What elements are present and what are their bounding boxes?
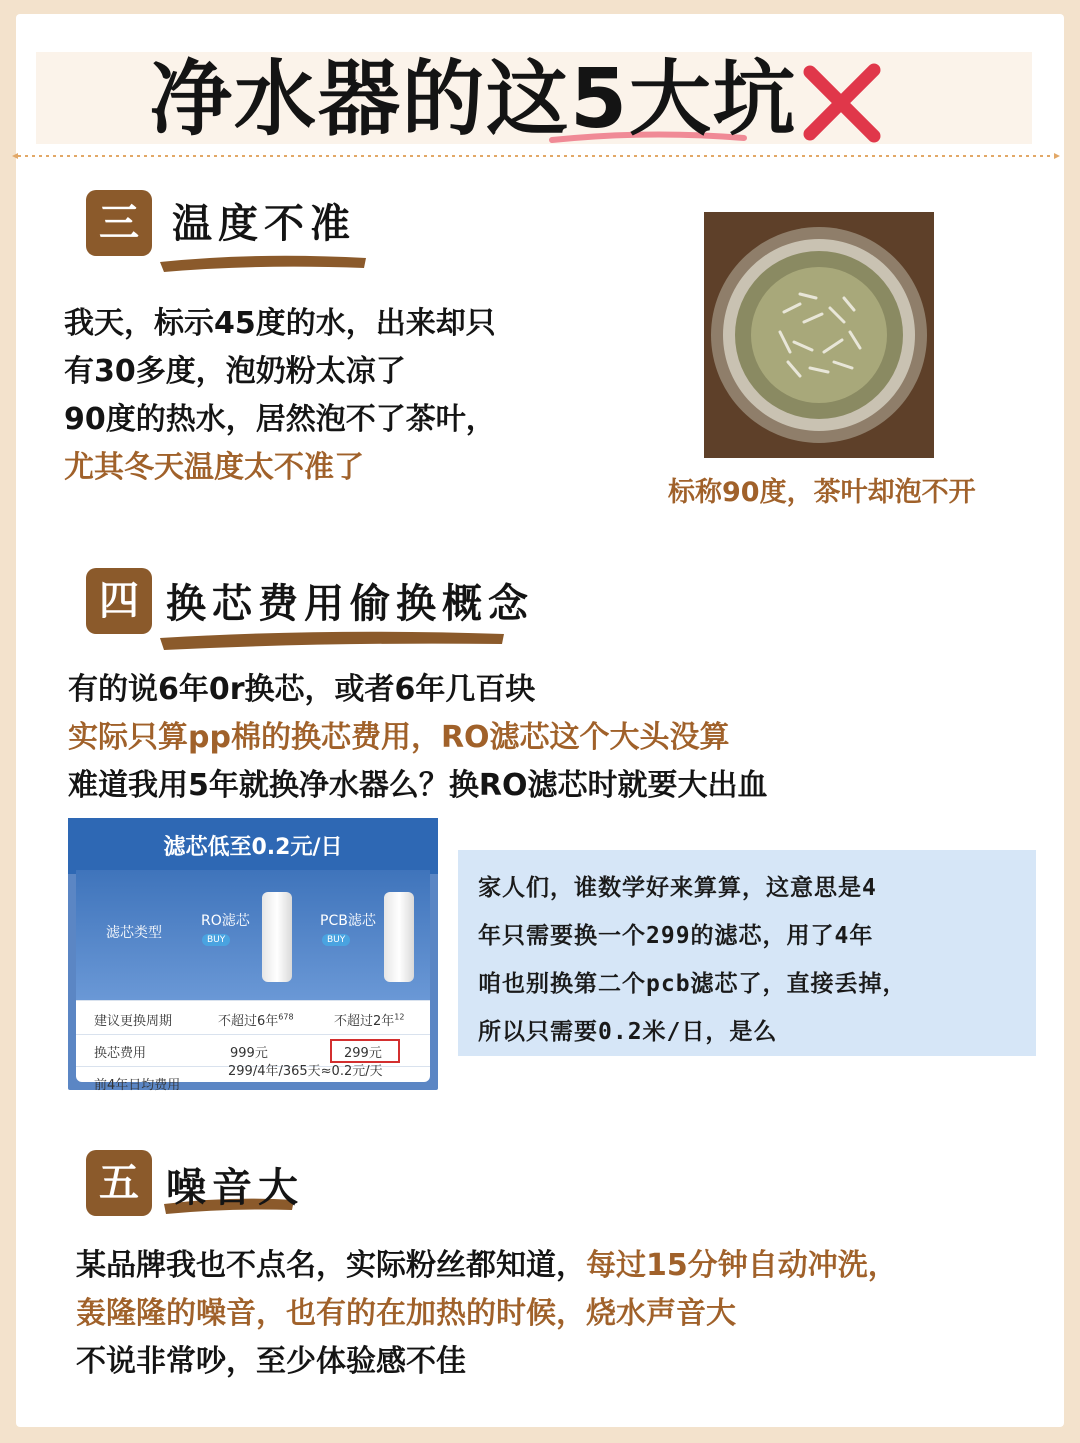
page-title: 净水器的这5大坑 [150, 52, 798, 147]
comment-note-text [478, 864, 1026, 1056]
table-divider [76, 1000, 430, 1001]
note-line: 年只需要换一个299的滤芯，用了4年 [478, 923, 874, 949]
table-header: 滤芯低至0.2元/日 [68, 818, 438, 874]
section-text-line: 我天，标示45度的水，出来却只 [64, 306, 496, 341]
table-cell: 换芯费用 [94, 1046, 147, 1061]
section-number-badge: 四 [86, 568, 152, 634]
section-heading: 温度不准 [172, 201, 356, 247]
table-cell: 999元 [230, 1046, 268, 1061]
buy-badge: BUY [202, 934, 230, 946]
table-cell: 不超过2年$^{12}$ [334, 1012, 405, 1029]
section-text-highlight: 每过15分钟自动冲洗， [586, 1248, 898, 1283]
filter-cost-table-image [68, 818, 438, 1093]
buy-badge: BUY [322, 934, 350, 946]
section-text-line-highlight: 轰隆隆的噪音，也有的在加热的时候，烧水声音大 [76, 1296, 736, 1331]
section-text-line: 有的说6年0r换芯，或者6年几百块 [68, 672, 536, 707]
table-cell: 前4年日均费用 [94, 1078, 181, 1093]
table-col-ro: RO滤芯 [201, 913, 250, 929]
pcb-filter-image [384, 892, 414, 982]
table-divider [76, 1034, 430, 1035]
section-text-line: 不说非常吵，至少体验感不佳 [76, 1344, 466, 1379]
note-line: 所以只需要0.2米/日，是么 [478, 1019, 778, 1045]
section-heading: 噪音大 [166, 1165, 304, 1211]
section-text-line-highlight: 尤其冬天温度太不准了 [64, 450, 364, 485]
section-text-line: 难道我用5年就换净水器么？换RO滤芯时就要大出血 [68, 768, 768, 803]
section-text-line: 有30多度，泡奶粉太凉了 [64, 354, 406, 389]
ro-filter-image [262, 892, 292, 982]
note-line: 家人们，谁数学好来算算，这意思是4 [478, 875, 877, 901]
photo-caption: 标称90度，茶叶却泡不开 [668, 477, 976, 508]
table-col-pcb: PCB滤芯 [320, 913, 376, 929]
section-text-line: 某品牌我也不点名，实际粉丝都知道，每过15分钟自动冲洗， [76, 1248, 898, 1283]
divider-dotted [12, 153, 1060, 159]
section-number-badge: 五 [86, 1150, 152, 1216]
table-cell: 不超过6年$^{678}$ [218, 1012, 294, 1029]
note-line: 咱也别换第二个pcb滤芯了，直接丢掉， [478, 971, 907, 997]
table-cell: 299/4年/365天≈0.2元/天 [228, 1064, 383, 1079]
tea-glass-photo [704, 212, 934, 458]
section-text-line: 90度的热水，居然泡不了茶叶， [64, 402, 496, 437]
table-cell: 建议更换周期 [94, 1014, 173, 1029]
table-body [76, 870, 430, 1093]
table-type-label: 滤芯类型 [106, 925, 162, 941]
table-cell: 299元 [344, 1046, 382, 1061]
cross-icon [800, 60, 884, 144]
section-number-badge: 三 [86, 190, 152, 256]
section-text-line-highlight: 实际只算pp棉的换芯费用，RO滤芯这个大头没算 [68, 720, 730, 755]
section-heading: 换芯费用偷换概念 [166, 581, 534, 627]
